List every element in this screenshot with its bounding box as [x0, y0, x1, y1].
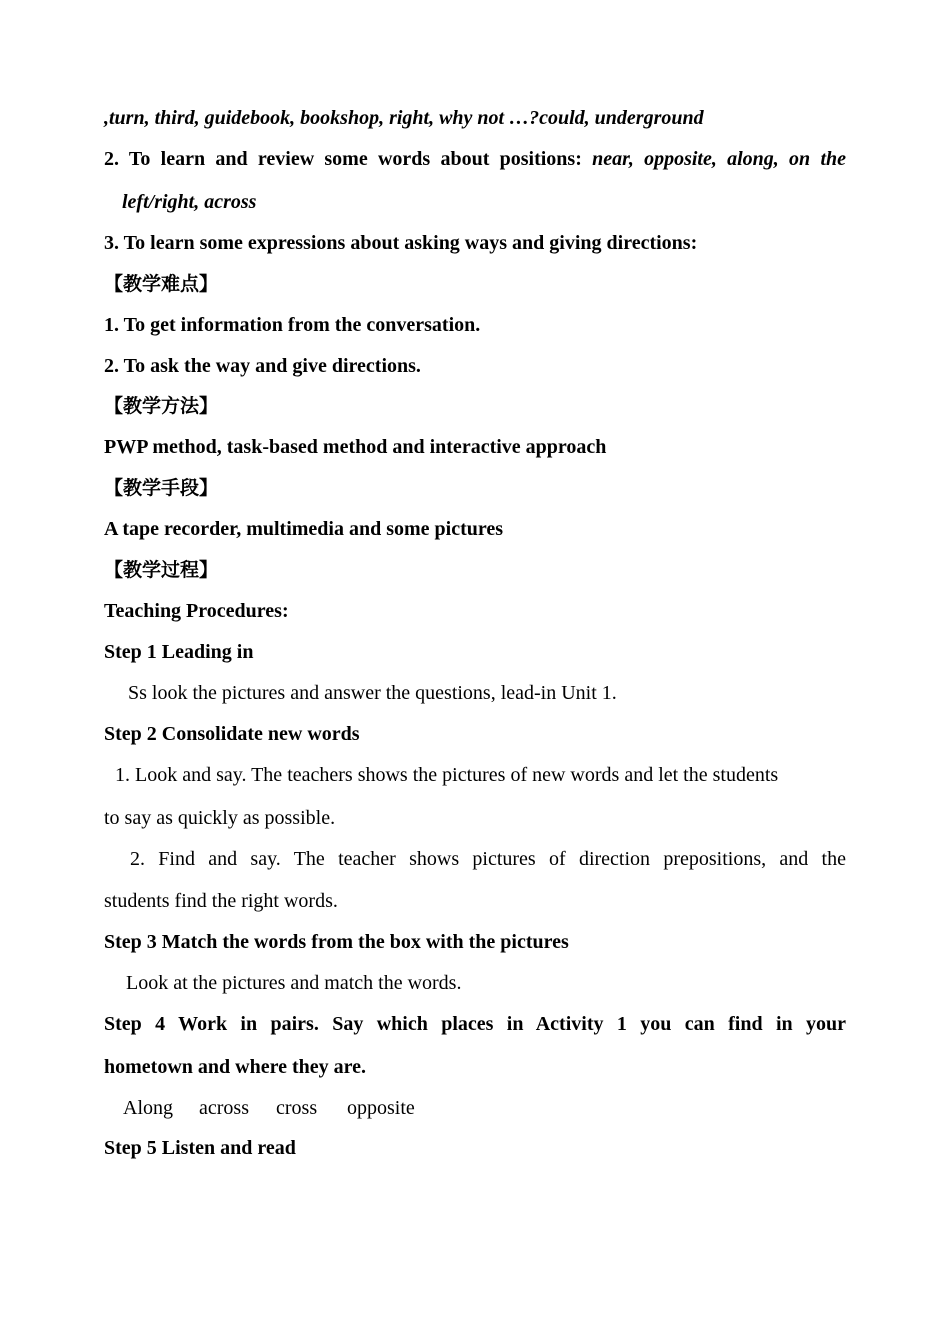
step-5-title: Step 5 Listen and read [104, 1137, 296, 1159]
step-2-title: Step 2 Consolidate new words [104, 723, 360, 745]
step-4-word-list [123, 1096, 846, 1120]
word-cross: cross [276, 1097, 318, 1119]
step-3-text: Look at the pictures and match the words. [126, 972, 462, 994]
step-1-title: Step 1 Leading in [104, 641, 254, 663]
objective-2-text: 2. To learn and review some words about positions: [104, 148, 593, 170]
step-4-title: Step 4 Work in pairs. Say which places in Activity 1 you can find in your [104, 1013, 846, 1035]
step-4-title-continued: hometown and where they are. [104, 1056, 367, 1078]
step-2-item-1: 1. Look and say. The teachers shows the pictures of new words and let the students [115, 764, 779, 786]
step-2-item-2-continued: students find the right words. [104, 890, 338, 912]
difficulties-heading: 【教学难点】 [104, 273, 219, 295]
process-heading: 【教学过程】 [104, 559, 219, 581]
step-2-item-2: 2. Find and say. The teacher shows pictures of direction prepositions, and the [130, 848, 846, 870]
word-opposite: opposite [347, 1097, 415, 1119]
step-1-text: Ss look the pictures and answer the questions, lead-in Unit 1. [128, 682, 617, 704]
step-2-item-1-continued: to say as quickly as possible. [104, 807, 336, 829]
objective-2 [104, 147, 846, 171]
objective-3: 3. To learn some expressions about asking ways and giving directions: [104, 232, 698, 254]
objective-2-continued: left/right, across [122, 191, 257, 213]
difficulty-item-1: 1. To get information from the conversation. [104, 314, 481, 336]
methods-heading: 【教学方法】 [104, 395, 219, 417]
vocabulary-line: ,turn, third, guidebook, bookshop, right, why not …?could, underground [104, 107, 704, 129]
methods-text: PWP method, task-based method and interactive approach [104, 436, 607, 458]
step-3-title: Step 3 Match the words from the box with the pictures [104, 931, 569, 953]
difficulty-item-2: 2. To ask the way and give directions. [104, 355, 421, 377]
procedures-title: Teaching Procedures: [104, 600, 289, 622]
objective-2-words: near, opposite, along, on the [592, 148, 846, 170]
word-across: across [199, 1097, 249, 1119]
means-heading: 【教学手段】 [104, 477, 219, 499]
word-along: Along [123, 1097, 173, 1119]
means-text: A tape recorder, multimedia and some pictures [104, 518, 504, 540]
